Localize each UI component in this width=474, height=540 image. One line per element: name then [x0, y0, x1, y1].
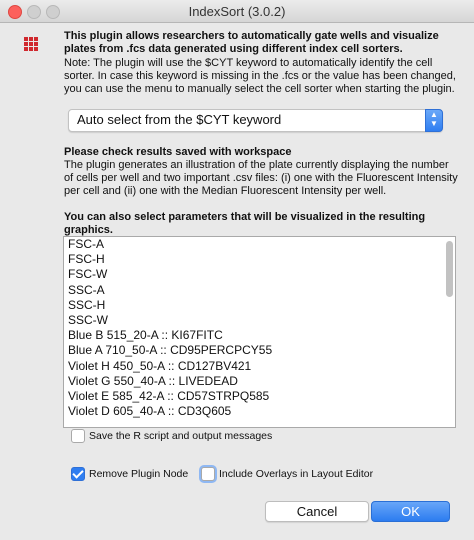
save-r-script-checkbox[interactable]: [71, 429, 85, 443]
window-title: IndexSort (3.0.2): [188, 4, 286, 19]
list-item[interactable]: Violet D 605_40-A :: CD3Q605: [68, 404, 232, 419]
results-heading: Please check results saved with workspace: [64, 146, 292, 158]
list-item[interactable]: FSC-A: [68, 237, 104, 251]
sorter-select[interactable]: [68, 109, 443, 132]
parameter-list[interactable]: [63, 236, 456, 428]
list-item[interactable]: SSC-W: [68, 312, 108, 327]
ok-button[interactable]: OK: [371, 501, 450, 522]
plugin-grid-icon: [24, 37, 38, 51]
list-item[interactable]: FSC-H: [68, 252, 105, 267]
list-item[interactable]: Violet H 450_50-A :: CD127BV421: [68, 358, 252, 373]
remove-plugin-node-label: Remove Plugin Node: [89, 468, 189, 480]
list-item[interactable]: FSC-W: [68, 267, 108, 282]
list-item[interactable]: SSC-H: [68, 297, 106, 312]
intro-heading: This plugin allows researchers to automatically gate wells and visualize plates from .fcs data generated using different index cell sorters.: [64, 30, 439, 55]
results-description: The plugin generates an illustration of the plate currently displaying the number of cells per well and two important .csv files: (i) one with the Fluorescent Intensity per cell and (ii) one with the Median Fluorescent Intensity per well.: [64, 159, 458, 197]
cancel-button[interactable]: Cancel: [265, 501, 369, 522]
list-scrollbar[interactable]: [446, 241, 453, 297]
list-item[interactable]: Blue B 515_20-A :: KI67FITC: [68, 328, 223, 343]
updown-chevron-icon[interactable]: ▲ ▼: [425, 109, 443, 132]
include-overlays-checkbox[interactable]: [201, 467, 215, 481]
list-item[interactable]: Violet G 550_40-A :: LIVEDEAD: [68, 373, 238, 388]
save-r-script-label: Save the R script and output messages: [89, 430, 273, 442]
sorter-select-value: Auto select from the $CYT keyword: [77, 112, 282, 127]
title-bar: [0, 0, 474, 23]
list-item[interactable]: Blue A 710_50-A :: CD95PERCPCY55: [68, 343, 273, 358]
include-overlays-label: Include Overlays in Layout Editor: [219, 468, 374, 480]
intro-note: Note: The plugin will use the $CYT keyword to automatically identify the cell sorter. In case this keyword is missing in the .fcs or the value has been changed, you can use the menu to manually select the cell sorter when starting the plugin.: [64, 57, 456, 95]
remove-plugin-node-checkbox[interactable]: [71, 467, 85, 481]
list-item[interactable]: SSC-A: [68, 282, 105, 297]
list-item[interactable]: Violet E 585_42-A :: CD57STRPQ585: [68, 388, 270, 403]
params-heading: You can also select parameters that will be visualized in the resulting graphics.: [64, 211, 426, 236]
